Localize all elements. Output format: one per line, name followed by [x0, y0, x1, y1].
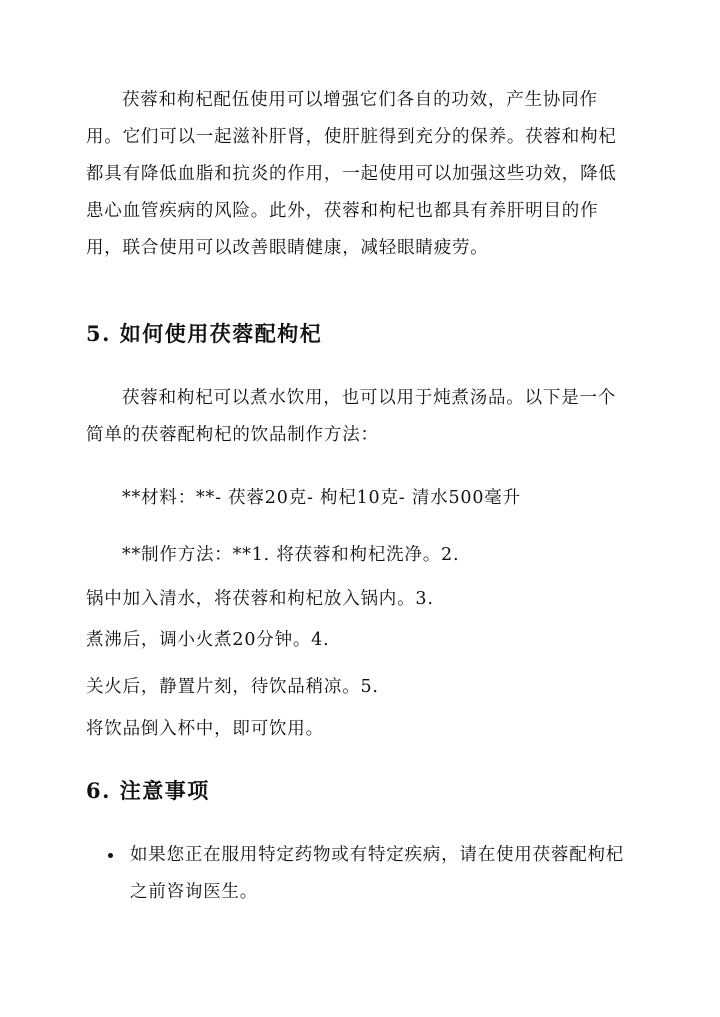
materials-line: **材料：**- 茯蓉20克- 枸杞10克- 清水500毫升: [122, 488, 521, 508]
bullet-icon: [108, 853, 113, 858]
section6-bullet-1: 如果您正在服用特定药物或有特定疾病，请在使用茯蓉配枸杞之前咨询医生。: [130, 845, 625, 902]
steps-line-2: 锅中加入清水，将茯蓉和枸杞放入锅内。3.: [86, 589, 434, 609]
section5-heading: 5. 如何使用茯蓉配枸杞: [86, 321, 323, 346]
steps-line-5: 将饮品倒入杯中，即可饮用。: [86, 719, 324, 739]
section5-intro: [86, 380, 634, 454]
section5-intro-text: 茯蓉和枸杞可以煮水饮用，也可以用于炖煮汤品。以下是一个简单的茯蓉配枸杞的饮品制作方法：: [86, 388, 617, 445]
steps-line-3: 煮沸后，调小火煮20分钟。4.: [86, 630, 330, 650]
steps-line-1: **制作方法：**1. 将茯蓉和枸杞洗净。2.: [122, 545, 460, 565]
section4-paragraph: [86, 82, 634, 267]
steps-line-4: 关火后，静置片刻，待饮品稍凉。5.: [86, 677, 379, 697]
section4-paragraph-text: 茯蓉和枸杞配伍使用可以增强它们各自的功效，产生协同作用。它们可以一起滋补肝肾，使肝脏得到充分的保养。茯蓉和枸杞都具有降低血脂和抗炎的作用，一起使用可以加强这些功效，降低患心血管疾病的风险。此外，茯蓉和枸杞也都具有养肝明目的作用，联合使用可以改善眼睛健康，减轻眼睛疲劳。: [86, 90, 617, 258]
section6-heading: 6. 注意事项: [86, 778, 210, 803]
